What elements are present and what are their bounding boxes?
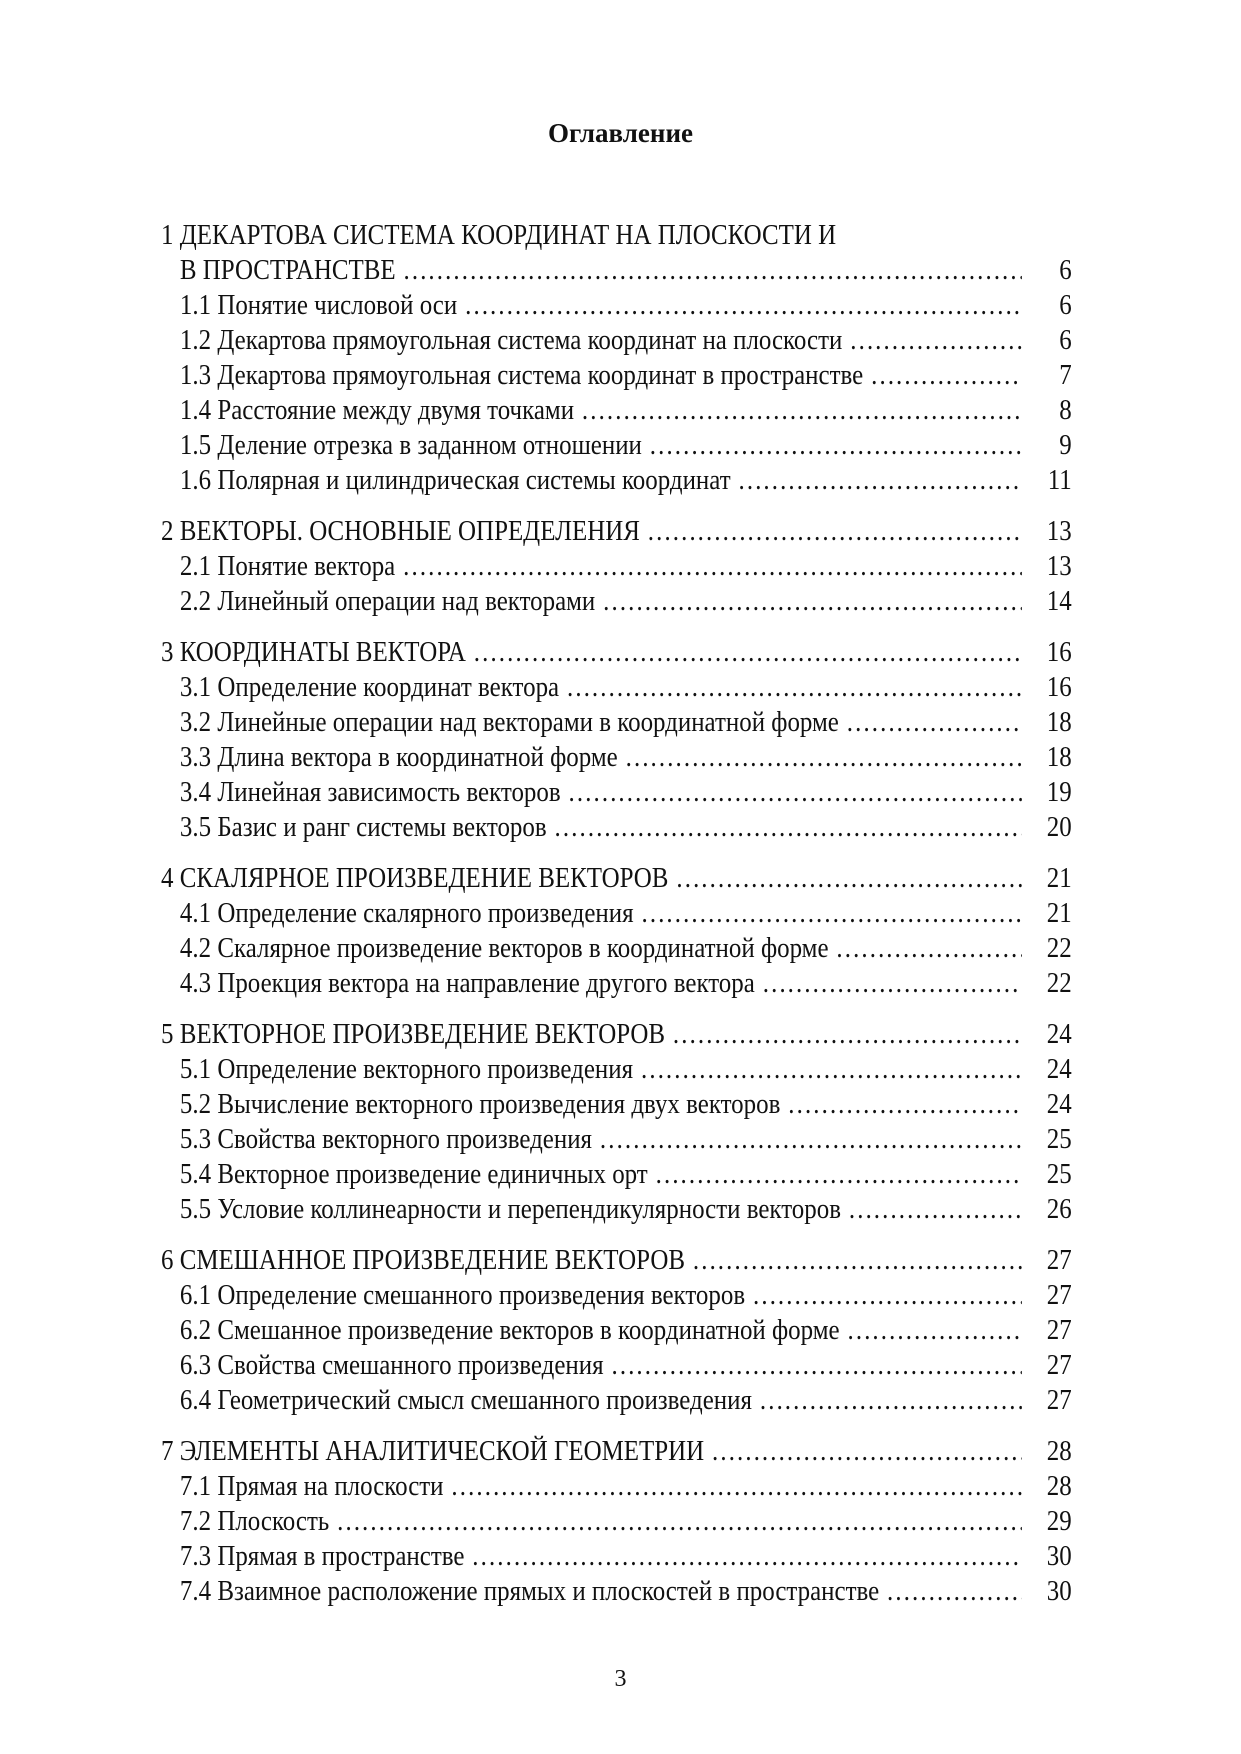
dot-leader (849, 323, 1022, 358)
dot-leader (647, 514, 1022, 549)
entry-title: 2.2 Линейный операции над векторами (179, 585, 596, 617)
entry-title: 6.1 Определение смешанного произведения векторов (179, 1279, 746, 1311)
entry-page: 9 (1059, 429, 1072, 461)
entry-page: 26 (1046, 1193, 1072, 1225)
entry-page: 16 (1046, 636, 1072, 668)
entry-title: 5.1 Определение векторного произведения (179, 1053, 634, 1085)
chapter-group (161, 218, 1072, 498)
section-entry (161, 323, 1072, 358)
entry-page: 28 (1046, 1435, 1072, 1467)
dot-leader (471, 1539, 1022, 1574)
entry-title: 7.4 Взаимное расположение прямых и плоскостей в пространстве (179, 1575, 880, 1607)
entry-page: 16 (1046, 671, 1072, 703)
entry-title: 6.2 Смешанное произведение векторов в координатной форме (179, 1314, 840, 1346)
entry-title: 6.3 Свойства смешанного произведения (179, 1349, 604, 1381)
entry-title: 2.1 Понятие вектора (179, 550, 396, 582)
entry-page: 19 (1046, 776, 1072, 808)
dot-leader (581, 393, 1022, 428)
entry-title: 6 СМЕШАННОЕ ПРОИЗВЕДЕНИЕ ВЕКТОРОВ (161, 1244, 685, 1276)
section-entry (161, 1504, 1072, 1539)
dot-leader (655, 1157, 1022, 1192)
entry-title: 3.5 Базис и ранг системы векторов (179, 811, 547, 843)
chapter-group (161, 1017, 1072, 1227)
entry-title: 4.1 Определение скалярного произведения (179, 897, 634, 929)
dot-leader (759, 1383, 1022, 1418)
entry-title: 3.4 Линейная зависимость векторов (179, 776, 561, 808)
entry-title: 1.4 Расстояние между двумя точками (179, 394, 575, 426)
chapter-entry (161, 1434, 1072, 1469)
entry-title: 7.2 Плоскость (179, 1505, 330, 1537)
section-entry (161, 1278, 1072, 1313)
entry-title: 4.3 Проекция вектора на направление другого вектора (179, 967, 755, 999)
dot-leader (336, 1504, 1022, 1539)
chapter-entry (161, 1243, 1072, 1278)
dot-leader (835, 931, 1021, 966)
section-entry (161, 1539, 1072, 1574)
entry-title: 1.2 Декартова прямоугольная система координат на плоскости (179, 324, 843, 356)
entry-page: 21 (1046, 862, 1072, 894)
entry-page: 27 (1046, 1279, 1072, 1311)
entry-page: 24 (1046, 1088, 1072, 1120)
dot-leader (846, 705, 1022, 740)
dot-leader (692, 1243, 1022, 1278)
entry-page: 27 (1046, 1244, 1072, 1276)
entry-page: 8 (1059, 394, 1072, 426)
section-entry (161, 1383, 1072, 1418)
chapter-entry (161, 218, 1072, 253)
dot-leader (649, 428, 1022, 463)
entry-title: 1.5 Деление отрезка в заданном отношении (179, 429, 642, 461)
entry-page: 30 (1046, 1575, 1072, 1607)
section-entry (161, 1348, 1072, 1383)
entry-title: 3 КООРДИНАТЫ ВЕКТОРА (161, 636, 466, 668)
table-of-contents (161, 218, 1072, 1609)
entry-page: 6 (1059, 289, 1072, 321)
dot-leader (737, 463, 1021, 498)
entry-title: 5.4 Векторное произведение единичных орт (179, 1158, 648, 1190)
dot-leader (566, 670, 1022, 705)
chapter-entry-continued (161, 253, 1072, 288)
entry-title: 2 ВЕКТОРЫ. ОСНОВНЫЕ ОПРЕДЕЛЕНИЯ (161, 515, 640, 547)
entry-page: 21 (1046, 897, 1072, 929)
section-entry (161, 584, 1072, 619)
entry-title: 1.6 Полярная и цилиндрическая системы координат (179, 464, 731, 496)
page-number: 3 (614, 1666, 627, 1692)
entry-title: 4 СКАЛЯРНОЕ ПРОИЗВЕДЕНИЕ ВЕКТОРОВ (161, 862, 669, 894)
entry-title: 5.3 Свойства векторного произведения (179, 1123, 593, 1155)
entry-page: 18 (1046, 741, 1072, 773)
section-entry (161, 740, 1072, 775)
dot-leader (554, 810, 1022, 845)
entry-title: 5.2 Вычисление векторного произведения двух векторов (179, 1088, 781, 1120)
section-entry (161, 810, 1072, 845)
entry-page: 6 (1059, 254, 1072, 286)
entry-page: 20 (1046, 811, 1072, 843)
section-entry (161, 705, 1072, 740)
entry-page: 30 (1046, 1540, 1072, 1572)
dot-leader (464, 288, 1022, 323)
entry-page: 13 (1046, 515, 1072, 547)
dot-leader (672, 1017, 1022, 1052)
section-entry (161, 393, 1072, 428)
dot-leader (787, 1087, 1022, 1122)
dot-leader (752, 1278, 1022, 1313)
entry-page: 29 (1046, 1505, 1072, 1537)
entry-page: 11 (1047, 464, 1072, 496)
chapter-entry (161, 861, 1072, 896)
toc-heading: Оглавление (548, 118, 693, 148)
entry-title: 3.3 Длина вектора в координатной форме (179, 741, 618, 773)
entry-page: 25 (1046, 1158, 1072, 1190)
dot-leader (402, 549, 1022, 584)
entry-title: 3.2 Линейные операции над векторами в координатной форме (179, 706, 839, 738)
section-entry (161, 775, 1072, 810)
dot-leader (711, 1434, 1022, 1469)
chapter-entry (161, 635, 1072, 670)
section-entry (161, 896, 1072, 931)
chapter-group (161, 861, 1072, 1001)
entry-title: 4.2 Скалярное произведение векторов в координатной форме (179, 932, 829, 964)
chapter-group (161, 514, 1072, 619)
entry-page: 27 (1046, 1314, 1072, 1346)
dot-leader (848, 1192, 1022, 1227)
dot-leader (870, 358, 1022, 393)
entry-title: 5.5 Условие коллинеарности и перепендикулярности векторов (179, 1193, 841, 1225)
section-entry (161, 288, 1072, 323)
entry-title: 7.1 Прямая на плоскости (179, 1470, 444, 1502)
section-entry (161, 358, 1072, 393)
section-entry (161, 1052, 1072, 1087)
entry-page: 28 (1046, 1470, 1072, 1502)
section-entry (161, 966, 1072, 1001)
dot-leader (610, 1348, 1021, 1383)
section-entry (161, 1313, 1072, 1348)
entry-title: 7 ЭЛЕМЕНТЫ АНАЛИТИЧЕСКОЙ ГЕОМЕТРИИ (161, 1435, 705, 1467)
entry-title: В ПРОСТРАНСТВЕ (179, 254, 396, 286)
dot-leader (886, 1574, 1022, 1609)
section-entry (161, 463, 1072, 498)
entry-page: 25 (1046, 1123, 1072, 1155)
section-entry (161, 1574, 1072, 1609)
entry-page: 27 (1046, 1349, 1072, 1381)
entry-page: 22 (1046, 967, 1072, 999)
entry-page: 22 (1046, 932, 1072, 964)
chapter-group (161, 635, 1072, 845)
entry-title: 1.3 Декартова прямоугольная система координат в пространстве (179, 359, 864, 391)
section-entry (161, 931, 1072, 966)
dot-leader (640, 896, 1021, 931)
dot-leader (675, 861, 1022, 896)
section-entry (161, 1192, 1072, 1227)
dot-leader (450, 1469, 1021, 1504)
section-entry (161, 1087, 1072, 1122)
dot-leader (599, 1122, 1022, 1157)
entry-title: 7.3 Прямая в пространстве (179, 1540, 465, 1572)
entry-page: 14 (1046, 585, 1072, 617)
dot-leader (402, 253, 1021, 288)
entry-title: 6.4 Геометрический смысл смешанного произведения (179, 1384, 752, 1416)
entry-page: 13 (1046, 550, 1072, 582)
dot-leader (602, 584, 1022, 619)
chapter-group (161, 1243, 1072, 1418)
chapter-entry (161, 514, 1072, 549)
entry-page: 18 (1046, 706, 1072, 738)
entry-title: 1.1 Понятие числовой оси (179, 289, 458, 321)
dot-leader (473, 635, 1022, 670)
entry-title: 3.1 Определение координат вектора (179, 671, 560, 703)
section-entry (161, 1157, 1072, 1192)
section-entry (161, 1122, 1072, 1157)
section-entry (161, 428, 1072, 463)
dot-leader (568, 775, 1022, 810)
section-entry (161, 670, 1072, 705)
entry-page: 6 (1059, 324, 1072, 356)
entry-page: 7 (1059, 359, 1072, 391)
section-entry (161, 1469, 1072, 1504)
section-entry (161, 549, 1072, 584)
dot-leader (625, 740, 1022, 775)
entry-page: 24 (1046, 1018, 1072, 1050)
entry-page: 27 (1046, 1384, 1072, 1416)
chapter-entry (161, 1017, 1072, 1052)
entry-title: 5 ВЕКТОРНОЕ ПРОИЗВЕДЕНИЕ ВЕКТОРОВ (161, 1018, 666, 1050)
chapter-group (161, 1434, 1072, 1609)
dot-leader (846, 1313, 1021, 1348)
entry-page: 24 (1046, 1053, 1072, 1085)
entry-title: 1 ДЕКАРТОВА СИСТЕМА КООРДИНАТ НА ПЛОСКОСТИ И (161, 219, 837, 251)
dot-leader (640, 1052, 1022, 1087)
dot-leader (762, 966, 1022, 1001)
